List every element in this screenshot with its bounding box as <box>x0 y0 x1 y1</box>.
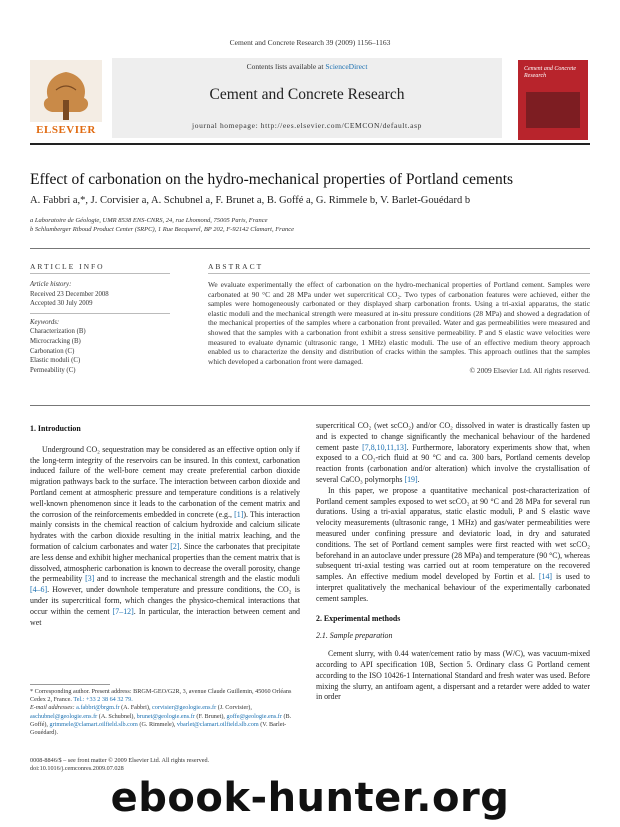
keyword: Carbonation (C) <box>30 347 75 355</box>
article-info <box>30 280 170 375</box>
info-rule-top <box>30 273 170 274</box>
abstract-copyright: © 2009 Elsevier Ltd. All rights reserved. <box>469 366 590 376</box>
body-rule <box>30 405 590 406</box>
cover-image <box>526 92 580 128</box>
accepted-date: Accepted 30 July 2009 <box>30 300 93 308</box>
keyword: Microcracking (B) <box>30 337 81 345</box>
citation-link[interactable]: [3] <box>85 574 95 584</box>
contents-prefix: Contents lists available at <box>246 62 326 71</box>
article-title: Effect of carbonation on the hydro-mechanical properties of Portland cements <box>30 171 514 188</box>
header-rule <box>30 143 590 145</box>
citation-link[interactable]: [14] <box>538 572 553 582</box>
left-column <box>30 424 300 628</box>
citation-link[interactable]: [7,8,10,11,13] <box>362 442 407 452</box>
cover-title: Cement and Concrete Research <box>524 66 577 79</box>
affiliation-a: a Laboratoire de Géologie, UMR 8538 ENS-CNRS, 24, rue Lhomond, 75005 Paris, France <box>30 217 268 224</box>
corresponding-author-note: * Corresponding author. Present address: BRGM-GEO/G2R, 3, avenue Claude Guillemin, 45060 Orléans Cedex 2, France. Tel.: +33 2 38 64 32 79. <box>30 688 292 704</box>
email-link[interactable]: grimmele@clamart.oilfield.slb.com <box>49 720 138 728</box>
keyword: Characterization (B) <box>30 328 86 336</box>
email-link[interactable]: corvisier@geologie.ens.fr <box>152 704 217 712</box>
abstract-rule-top <box>208 273 590 274</box>
doi-link[interactable]: doi:10.1016/j.cemconres.2009.07.028 <box>30 765 124 773</box>
issn-line: 0008-8846/$ – see front matter © 2009 Elsevier Ltd. All rights reserved. <box>30 757 210 764</box>
publisher-logo-text: ELSEVIER <box>36 124 96 136</box>
history-label: Article history: <box>30 281 72 288</box>
tel-link[interactable]: Tel.: +33 2 38 64 32 79. <box>73 696 133 704</box>
intro-paragraph-2: In this paper, we propose a quantitative mechanical post-characterization of Portland cement samples exposed to wet scCO₂ at 90 °C and 28 MPa for several run durations. Using a tri-axial apparatus, static elastic moduli, P and S elastic wave velocity measurements (ultrasonic range, 1 MHz) and gas/water permeabilities were measured under confining pressure and deviatoric load, in dry and saturated conditions. The set of Portland cement samples were first reacted with wet scCO₂ beforehand in an autoclave under pressure (28 MPa) and temperature (90 °C), whereas subsequent tri-axial testing was carried out at room temperature on the recovered samples. An effective medium model developed by Fortin et al. [14] is used to interpret qualitatively the mechanical behaviour of the experimentally carbonated cement samples. <box>316 485 590 603</box>
abstract-heading: ABSTRACT <box>208 262 264 271</box>
watermark: ebook-hunter.org <box>110 775 510 821</box>
email-link[interactable]: aschubnel@geologie.ens.fr <box>30 712 98 720</box>
citation-link[interactable]: [4–6] <box>30 585 48 595</box>
email-link[interactable]: goffe@geologie.ens.fr <box>226 712 282 720</box>
email-addresses: E-mail addresses: a.fabbri@brgm.fr (A. Fabbri), corvisier@geologie.ens.fr (J. Corvisier), aschubnel@geologie.ens.fr (A. Schubnel), brunet@geologie.ens.fr (F. Brunet), goffe@geologie.ens.fr (B. Goffé), grimmele@clamart.oilfield.slb.com (G. Rimmele), vbarlet@clamart.oilfield.slb.com (V. Barlet-Gouédard). <box>30 704 292 737</box>
email-link[interactable]: a.fabbri@brgm.fr <box>76 704 120 712</box>
abstract-text: We evaluate experimentally the effect of carbonation on the hydro-mechanical properties of Portland cement. Samples were carbonated at 90 °C and 28 MPa under wet supercritical CO₂. Two types of carbonation features were achieved, either the samples were homogeneously carbonated or they displayed sharp carbonation fronts. Using a tri-axial apparatus, the static elastic moduli and the mechanical strength were measured at in-situ pressure conditions (28 MPa) and showed a degradation of the mechanical properties of the samples where a carbonation front prevailed. Water and gas permeabilities were measured and showed that the samples with a carbonation front exhibit a stress sensitive permeability. P and S elastic wave velocities were measured to evaluate dynamic (ultrasonic range, 1 MHz) elastic moduli. The use of an effective medium theory approach enabled us to characterize the density and distribution of cracks within the samples. This approach outlines that the samples which developed a carbonation front were damaged. <box>208 280 590 366</box>
abstract-body <box>208 280 590 376</box>
keyword: Elastic moduli (C) <box>30 357 81 365</box>
received-date: Received 23 December 2008 <box>30 290 109 298</box>
citation-link[interactable]: [1] <box>234 509 244 519</box>
section-heading-introduction: 1. Introduction <box>30 424 81 433</box>
subsection-heading-sample-preparation: 2.1. Sample preparation <box>316 631 393 641</box>
sciencedirect-link[interactable]: ScienceDirect <box>325 62 368 71</box>
affiliation-b: b Schlumberger Riboud Product Center (SRPC), 1 Rue Becquerel, BP 202, F-92142 Clamart, France <box>30 226 294 233</box>
citation-link[interactable]: [19] <box>404 474 418 484</box>
intro-paragraph: Underground CO₂ sequestration may be considered as an effective option only if the long-term integrity of the reservoirs can be insured. In this context, carbonation induced failure of the well-bore cement may create preferential carbon dioxide migration pathways back to the surface. The interaction between carbon dioxide and Portland cement at atmospheric pressure and temperature conditions is a relatively well-known phenomenon since it leads to the carbonation of the cement matrix and the corrosion of the reinforcements embedded in concrete (e.g., [1]). This interaction mainly consists in the chemical reaction of calcium hydroxide and calcium silicate hydrates with the carbon dioxide resulting in the initial matrix leaching, and the formation of calcium carbonates and water [2]. Since the carbonates that precipitate are less dense and exhibit higher mechanical properties than the cement matrix that is dissolved, atmospheric carbonation is known to decrease the overall porosity, change the permeability [3] and to increase the mechanical strength and the elastic moduli [4–6]. However, under downhole temperature and pressure conditions, the CO₂ is under its supercritical form, which changes the physico-chemical interactions that occur within the cement [7–12]. In particular, the interaction between cement and wet <box>30 444 300 627</box>
running-header: Cement and Concrete Research 39 (2009) 1156–1163 <box>229 38 391 47</box>
citation-link[interactable]: [7–12] <box>112 606 134 616</box>
journal-homepage[interactable]: journal homepage: http://ees.elsevier.com/CEMCON/default.asp <box>192 121 422 130</box>
contents-line <box>112 62 502 71</box>
footnotes <box>30 688 300 737</box>
right-column <box>316 421 590 703</box>
journal-name: Cement and Concrete Research <box>209 86 405 103</box>
keyword: Permeability (C) <box>30 366 76 374</box>
section-heading-methods: 2. Experimental methods <box>316 613 401 623</box>
intro-paragraph-continued: supercritical CO₂ (wet scCO₂) and/or CO₂ dissolved in water is drastically fasten up and is expected to change significantly the mechanical behaviour of the hardened cement paste [7,8,10,11,13]. Furthermore, laboratory experiments show that, when exposed to a CO₂-rich fluid at 90 °C and ca. 300 bars, Portland cements develop reaction fronts (carbonation and/or alteration) which involve the crystallisation of several CaCO₃ polymorphs [19]. <box>316 421 590 484</box>
section-rule <box>30 248 590 249</box>
article-info-heading: ARTICLE INFO <box>30 262 105 271</box>
footnote-rule <box>30 684 110 685</box>
email-link[interactable]: vbarlet@clamart.oilfield.slb.com <box>176 720 259 728</box>
author-list: A. Fabbri a,*, J. Corvisier a, A. Schubnel a, F. Brunet a, B. Goffé a, G. Rimmele b, V. Barlet-Gouédard b <box>30 195 471 206</box>
keywords-label: Keywords: <box>30 318 60 326</box>
info-divider <box>30 313 170 314</box>
sample-preparation-paragraph: Cement slurry, with 0.44 water/cement ratio by mass (W/C), was vacuum-mixed according to API specification 10B, Section 5. Ordinary class G Portland cement according to the ISO 10426-1 International Standard and fresh water was used. Before mixing the slurry, an antifoam agent, a dispersant and a retarder were added to water in order <box>316 649 590 702</box>
email-link[interactable]: brunet@geologie.ens.fr <box>136 712 195 720</box>
citation-link[interactable]: [2] <box>170 541 180 551</box>
page-bottom <box>30 757 300 773</box>
